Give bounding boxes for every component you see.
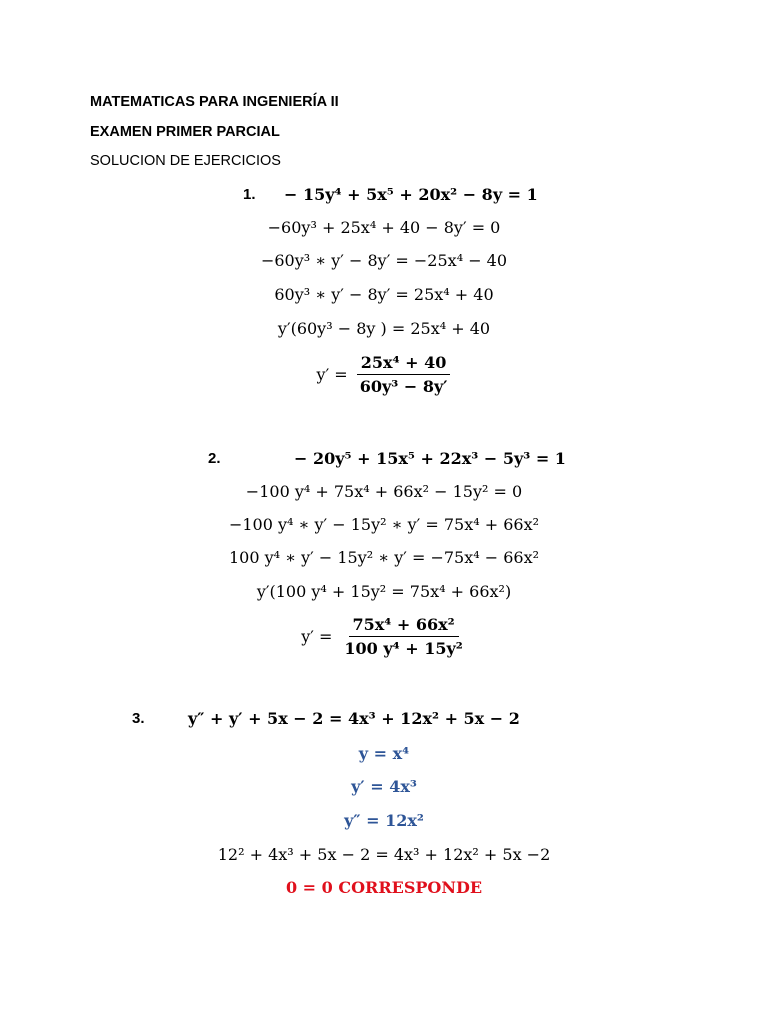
exercise-2-result [0, 615, 768, 658]
exercise-3-conclusion: 0 = 0 CORRESPONDE [285, 878, 483, 897]
exercise-3-statement: y″ + y′ + 5x − 2 = 4x³ + 12x² + 5x − 2 [188, 709, 520, 728]
exercise-2-denominator: 100 y⁴ + 15y² [344, 639, 463, 658]
exercise-2-number: 2. [208, 450, 221, 467]
course-title: MATEMATICAS PARA INGENIERÍA II [90, 94, 339, 110]
exercise-3-given-2: y′ = 4x³ [351, 777, 417, 796]
exercise-1-result-fraction [356, 353, 452, 396]
exercise-1-number: 1. [243, 186, 256, 203]
exercise-3-check: 12² + 4x³ + 5x − 2 = 4x³ + 12x² + 5x −2 [217, 845, 551, 864]
exercise-1-statement: − 15y⁴ + 5x⁵ + 20x² − 8y = 1 [284, 185, 538, 204]
exercise-1-denominator: 60y³ − 8y′ [359, 377, 448, 396]
exercise-2-result-fraction [340, 615, 466, 658]
exam-title: EXAMEN PRIMER PARCIAL [90, 124, 280, 140]
exercise-1-step-4: y′(60y³ − 8y ) = 25x⁴ + 40 [277, 319, 491, 338]
exercise-3-number: 3. [132, 710, 145, 727]
exercise-2-numerator: 75x⁴ + 66x² [349, 615, 459, 637]
section-title: SOLUCION DE EJERCICIOS [90, 153, 281, 169]
exercise-2-step-1: −100 y⁴ + 75x⁴ + 66x² − 15y² = 0 [245, 482, 523, 501]
exercise-1-step-2: −60y³ ∗ y′ − 8y′ = −25x⁴ − 40 [260, 251, 508, 270]
exercise-3-given-1: y = x⁴ [358, 744, 410, 763]
exercise-1-step-1: −60y³ + 25x⁴ + 40 − 8y′ = 0 [267, 218, 501, 237]
exercise-1-result [0, 353, 768, 396]
exercise-1-result-lhs: y′ = [316, 365, 348, 384]
exercise-3-given-3: y″ = 12x² [344, 811, 424, 830]
exercise-2-step-2: −100 y⁴ ∗ y′ − 15y² ∗ y′ = 75x⁴ + 66x² [228, 515, 540, 534]
exercise-2-statement: − 20y⁵ + 15x⁵ + 22x³ − 5y³ = 1 [294, 449, 566, 468]
exercise-2-result-lhs: y′ = [301, 627, 333, 646]
exercise-2-step-3: 100 y⁴ ∗ y′ − 15y² ∗ y′ = −75x⁴ − 66x² [228, 548, 540, 567]
exercise-2-step-4: y′(100 y⁴ + 15y² = 75x⁴ + 66x²) [256, 582, 512, 601]
exercise-1-numerator: 25x⁴ + 40 [357, 353, 451, 375]
exercise-1-step-3: 60y³ ∗ y′ − 8y′ = 25x⁴ + 40 [274, 285, 494, 304]
